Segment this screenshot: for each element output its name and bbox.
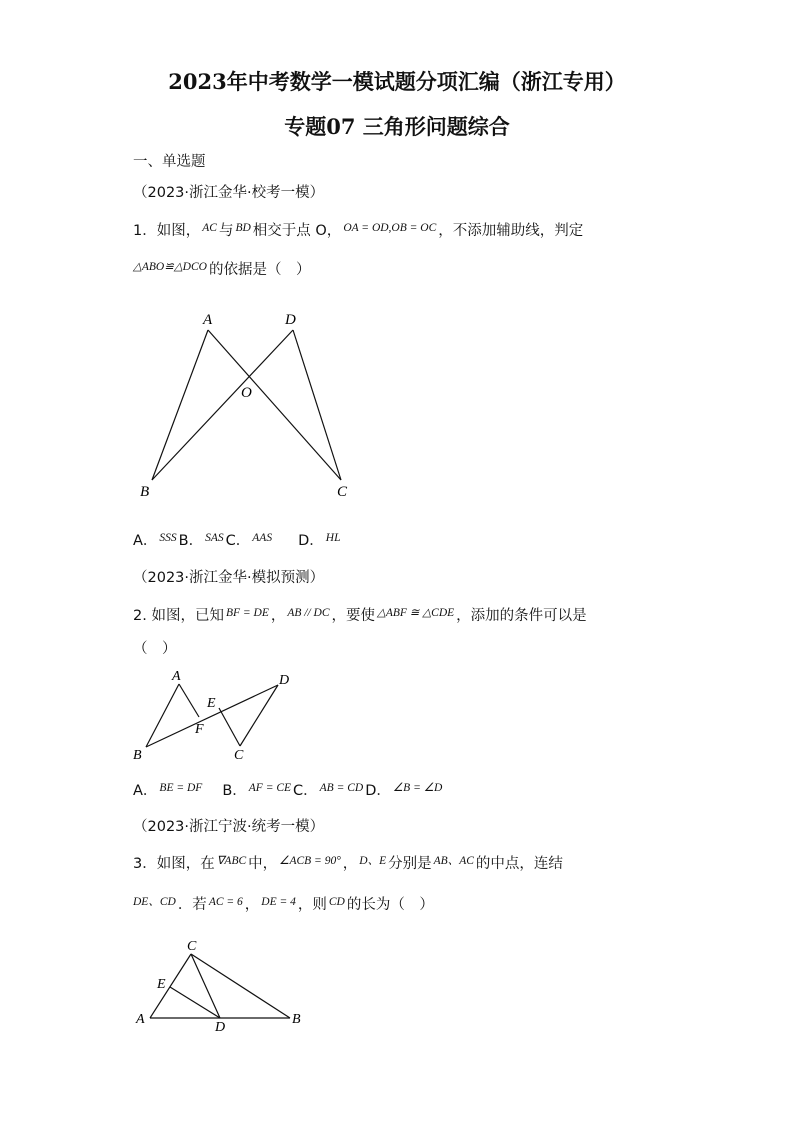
q1-math-3: OA = OD,OB = OC (343, 222, 437, 234)
q3-math-1: ∇ABC (216, 855, 247, 867)
q2-option-a[interactable]: BE = DF (159, 782, 203, 794)
q2-stem (133, 604, 587, 625)
q1-math-4: △ABO≌△DCO (133, 261, 207, 273)
q1-option-b-label[interactable]: B． (178, 533, 204, 549)
q3-source: （2023·浙江宁波·统考一模） (133, 819, 325, 835)
q2-option-d[interactable]: ∠B = ∠D (392, 782, 443, 794)
q1-label-B: B (140, 484, 150, 500)
document-title: 2023年中考数学一模试题分项汇编（浙江专用） (168, 69, 626, 94)
q2-option-c[interactable]: AB = CD (319, 782, 364, 794)
q3-label-E: E (157, 977, 166, 992)
q1-text-5: 的依据是（ ） (208, 262, 311, 278)
q3-label-A: A (136, 1012, 145, 1027)
q1-option-c[interactable]: AAS (252, 532, 273, 544)
q1-stem (133, 219, 583, 240)
q3-math-5: DE、CD (133, 896, 176, 908)
q1-source: （2023·浙江金华·校考一模） (133, 185, 325, 201)
q2-text-4: ，添加的条件可以是 (456, 608, 587, 624)
q3-text-9: 的长为（ ） (346, 897, 434, 913)
q1-figure (130, 305, 370, 505)
q1-math-2: BD (235, 222, 251, 234)
q2-label-C: C (234, 748, 244, 763)
q3-stem (133, 852, 563, 873)
q2-label-B: B (133, 748, 142, 763)
q3-math-3: D、E (359, 855, 387, 867)
q1-option-a[interactable]: SSS (159, 532, 177, 544)
q1-option-d[interactable]: HL (325, 532, 341, 544)
q2-label-E: E (207, 696, 216, 711)
q1-text-2: 与 (218, 223, 234, 239)
q2-text-2: ， (270, 608, 286, 624)
q3-figure (130, 934, 315, 1034)
q1-text-4: ，不添加辅助线，判定 (438, 223, 584, 239)
q2-label-F: F (195, 722, 204, 737)
q3-label-C: C (187, 939, 197, 954)
q3-text-8: ，则 (297, 897, 327, 913)
q2-label-D: D (279, 673, 290, 688)
q3-stem-line2 (133, 893, 434, 914)
q2-figure (130, 664, 300, 764)
q3-text-7: ， (244, 897, 260, 913)
q2-source: （2023·浙江金华·模拟预测） (133, 570, 325, 586)
q2-stem-line2: （ ） (133, 641, 177, 657)
q1-option-d-label[interactable]: D． (298, 533, 324, 549)
q2-option-b[interactable]: AF = CE (248, 782, 292, 794)
q2-option-a-label[interactable]: A． (133, 783, 158, 799)
q3-math-7: DE = 4 (261, 896, 296, 908)
q2-option-b-label[interactable]: B． (222, 783, 247, 799)
q2-label-A: A (172, 669, 181, 684)
q3-math-6: AC = 6 (208, 896, 243, 908)
q3-label-D: D (215, 1020, 226, 1034)
q3-label-B: B (292, 1012, 301, 1027)
q1-option-c-label[interactable]: C． (225, 533, 251, 549)
q1-text-1: 1．如图， (133, 223, 201, 239)
q1-math-1: AC (202, 222, 217, 234)
q1-text-3: 相交于点 O， (252, 223, 342, 239)
q2-math-2: AB // DC (287, 607, 330, 619)
q2-math-3: △ABF ≅ △CDE (377, 607, 455, 619)
q3-text-2: 中， (248, 856, 278, 872)
q1-stem-line2 (133, 258, 310, 279)
q1-options (133, 529, 342, 550)
document-subtitle: 专题07 三角形问题综合 (284, 114, 510, 139)
q3-text-4: 分别是 (388, 856, 432, 872)
q2-text-1: 2. 如图，已知 (133, 608, 224, 624)
q1-label-D: D (285, 312, 296, 328)
q2-math-1: BF = DE (225, 607, 269, 619)
q1-label-A: A (203, 312, 213, 328)
q2-options (133, 779, 444, 800)
q2-text-3: ，要使 (331, 608, 376, 624)
q3-math-8: CD (328, 896, 345, 908)
q3-text-6: ．若 (177, 897, 207, 913)
q1-label-O: O (241, 385, 252, 401)
q2-option-d-label[interactable]: D． (365, 783, 391, 799)
section-heading: 一、单选题 (133, 154, 206, 170)
q3-text-5: 的中点，连结 (475, 856, 563, 872)
q3-math-2: ∠ACB = 90° (279, 855, 341, 867)
q2-option-c-label[interactable]: C． (293, 783, 318, 799)
q1-option-b[interactable]: SAS (205, 532, 224, 544)
q1-label-C: C (337, 484, 348, 500)
q3-text-3: ， (342, 856, 358, 872)
q1-option-a-label[interactable]: A． (133, 533, 158, 549)
q3-text-1: 3．如图，在 (133, 856, 215, 872)
q3-math-4: AB、AC (433, 855, 474, 867)
